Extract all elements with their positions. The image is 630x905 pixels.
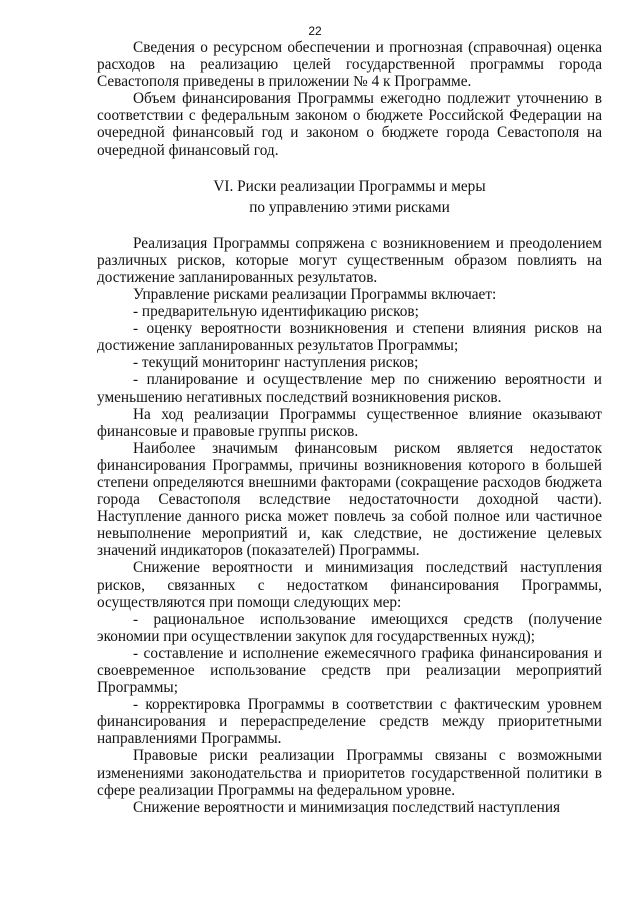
paragraph-financial-risk: Наиболее значимым финансовым риском является недостаток финансирования Программы, причины возникновения которого в большей степени определяются внешними факторами (сокращение расходов бюджета города Севастополя вследствие недостаточности доходной части). Наступление данного риска может повлечь за собой полное или частичное невыполнение мероприятий и, как следствие, не достижение целевых значений индикаторов (показателей) Программы. (97, 439, 602, 560)
list-item-risk-monitoring: - текущий мониторинг наступления рисков; (133, 354, 419, 372)
paragraph-legal-risks: Правовые риски реализации Программы связаны с возможными изменениями законодательства и приоритетов государственной политики в сфере реализации Программы на федеральном уровне. (97, 747, 602, 799)
list-item-monthly-schedule: - составление и исполнение ежемесячного графика финансирования и своевременное использование средств при реализации мероприятий Программы; (97, 644, 602, 697)
paragraph-risk-groups: На ход реализации Программы существенное влияние оказывают финансовые и правовые группы рисков. (97, 405, 602, 440)
list-item-program-adjustment: - корректировка Программы в соответствии с фактическим уровнем финансирования и перераспределение средств между приоритетными направлениями Программы. (97, 696, 602, 748)
section-heading-line-1: VI. Риски реализации Программы и меры (213, 177, 486, 195)
section-heading (97, 176, 602, 218)
list-item-risk-mitigation: - планирование и осуществление мер по снижению вероятности и уменьшению негативных последствий возникновения рисков. (97, 371, 602, 406)
paragraph-resource-info: Сведения о ресурсном обеспечении и прогнозная (справочная) оценка расходов на реализацию целей государственной программы города Севастополя приведены в приложении № 4 к Программе. (97, 39, 602, 91)
paragraph-funding-volume: Объем финансирования Программы ежегодно подлежит уточнению в соответствии с федеральным законом о бюджете Российской Федерации на очередной финансовый год и законом о бюджете города Севастополя на очередной финансовый год. (97, 90, 602, 159)
list-item-rational-use: - рациональное использование имеющихся средств (получение экономии при осуществлении закупок для государственных нужд); (97, 610, 602, 645)
page-number: 22 (308, 24, 322, 38)
document-body (97, 39, 602, 816)
list-item-risk-identification: - предварительную идентификацию рисков; (133, 303, 419, 321)
list-item-risk-assessment: - оценку вероятности возникновения и степени влияния рисков на достижение запланированных результатов Программы; (97, 320, 602, 355)
paragraph-legal-measures: Снижение вероятности и минимизация последствий наступления (133, 798, 561, 816)
paragraph-financial-measures: Снижение вероятности и минимизация последствий наступления рисков, связанных с недостатком финансирования Программы, осуществляются при помощи следующих мер: (97, 559, 602, 611)
section-heading-line-2: по управлению этими рисками (249, 198, 450, 216)
paragraph-risk-management: Управление рисками реализации Программы включает: (133, 285, 497, 303)
paragraph-risks-intro: Реализация Программы сопряжена с возникновением и преодолением различных рисков, которые могут существенным образом повлиять на достижение запланированных результатов. (97, 234, 602, 286)
